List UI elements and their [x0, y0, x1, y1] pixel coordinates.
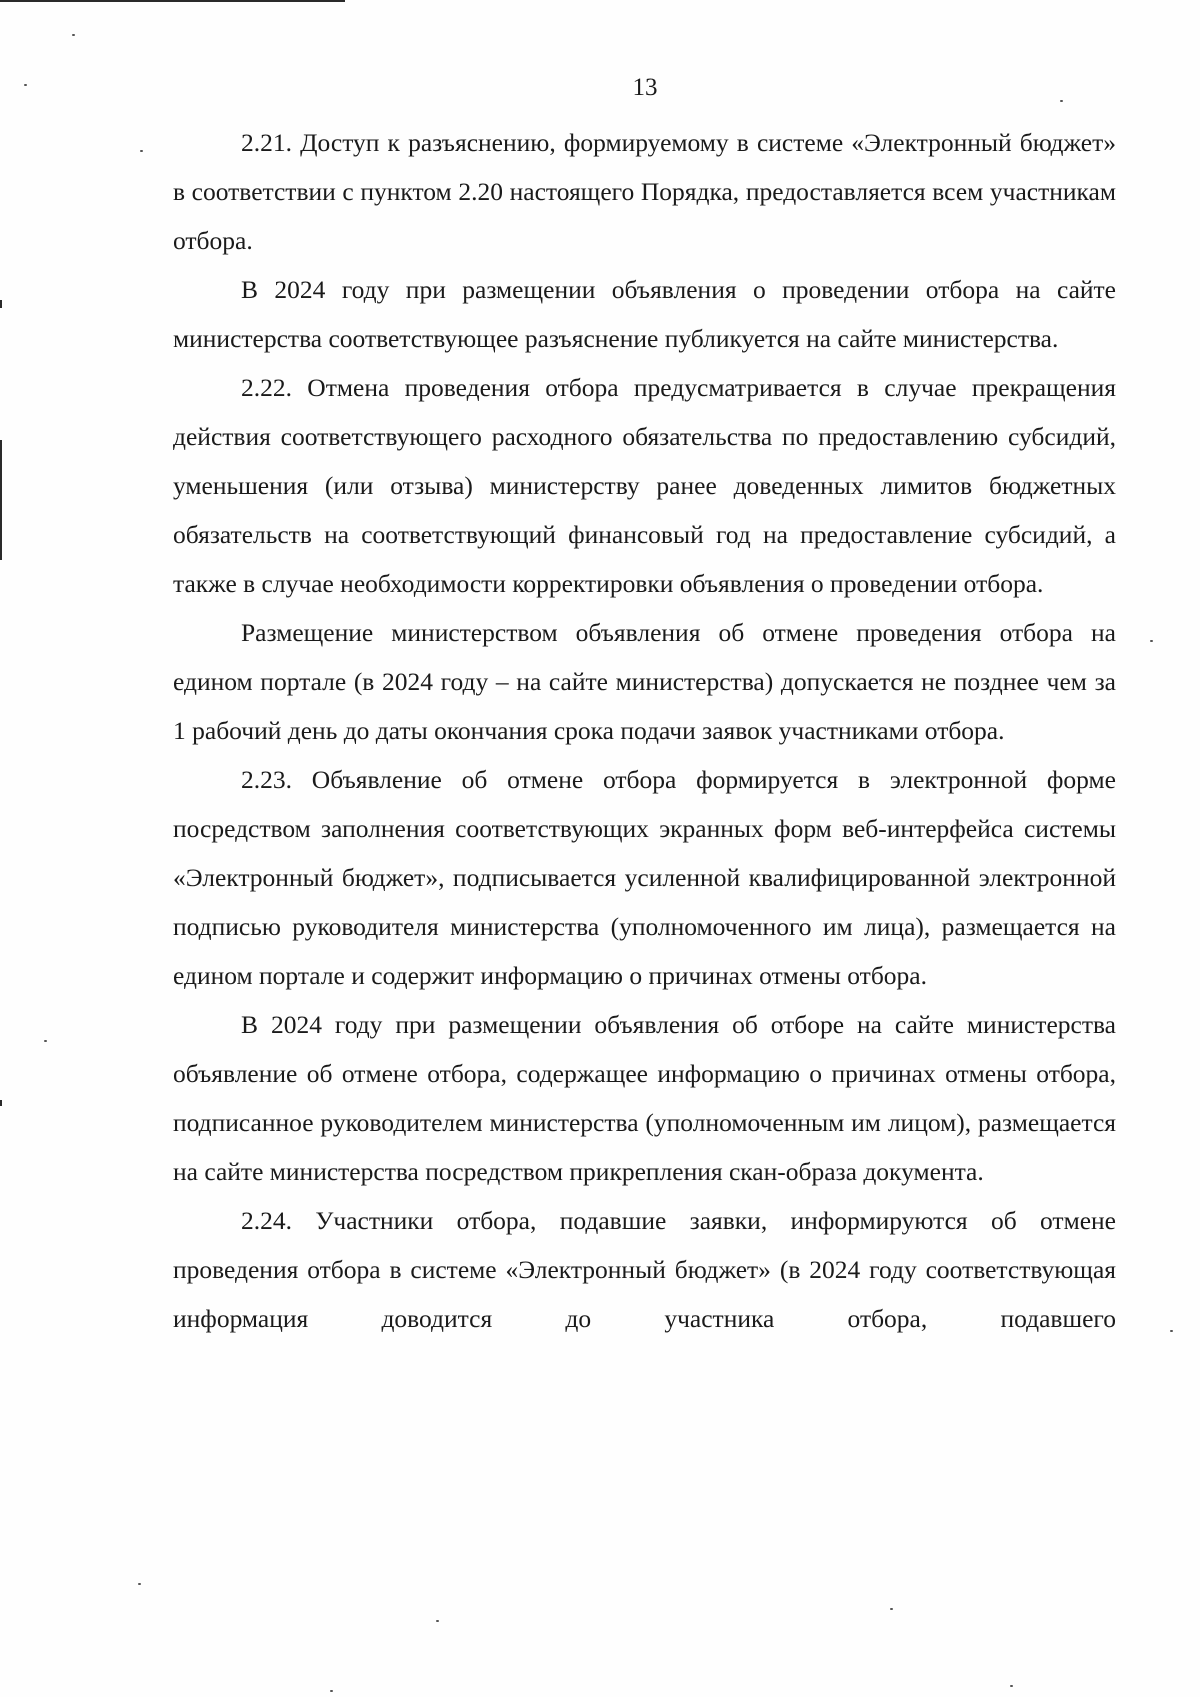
- scan-speck: [44, 1040, 47, 1042]
- paragraph-2-22: 2.22. Отмена проведения отбора предусматривается в случае прекращения действия соответствующего расходного обязательства по предоставлению субсидий, уменьшения (или отзыва) министерству ранее доведенных лимитов бюджетных обязательств на соответствующий финансовый год на предоставление субсидий, а также в случае необходимости корректировки объявления о проведении отбора.: [173, 373, 1116, 598]
- scan-speck: [24, 84, 27, 86]
- scan-speck: [1010, 1685, 1013, 1687]
- scan-edge-line: [0, 0, 345, 2]
- scan-speck: [890, 1608, 893, 1610]
- scan-speck: [1170, 1330, 1173, 1332]
- page-number: 13: [632, 74, 658, 101]
- document-body: [173, 118, 1116, 1343]
- paragraph-2-21-note: В 2024 году при размещении объявления о проведении отбора на сайте министерства соответствующее разъяснение публикуется на сайте министерства.: [173, 275, 1116, 353]
- paragraph-2-23: 2.23. Объявление об отмене отбора формируется в электронной форме посредством заполнения соответствующих экранных форм веб-интерфейса системы «Электронный бюджет», подписывается усиленной квалифицированной электронной подписью руководителя министерства (уполномоченного им лица), размещается на едином портале и содержит информацию о причинах отмены отбора.: [173, 765, 1116, 990]
- scan-edge-mark: [0, 440, 2, 560]
- paragraph-2-21: 2.21. Доступ к разъяснению, формируемому в системе «Электронный бюджет» в соответствии с пунктом 2.20 настоящего Порядка, предоставляется всем участникам отбора.: [173, 128, 1116, 255]
- paragraph-2-23-note: В 2024 году при размещении объявления об отборе на сайте министерства объявление об отмене отбора, содержащее информацию о причинах отмены отбора, подписанное руководителем министерства (уполномоченным им лицом), размещается на сайте министерства посредством прикрепления скан-образа документа.: [173, 1010, 1116, 1186]
- scan-speck: [1150, 640, 1153, 642]
- paragraph-2-22-note: Размещение министерством объявления об отмене проведения отбора на едином портале (в 2024 году – на сайте министерства) допускается не позднее чем за 1 рабочий день до даты окончания срока подачи заявок участниками отбора.: [173, 618, 1116, 745]
- scan-speck: [138, 1583, 141, 1585]
- scan-speck: [436, 1620, 439, 1622]
- scan-speck: [72, 34, 75, 36]
- scan-speck: [140, 150, 143, 152]
- scan-speck: [330, 1690, 333, 1692]
- scan-edge-mark: [0, 1100, 2, 1106]
- scan-edge-mark: [0, 300, 2, 308]
- paragraph-2-24: 2.24. Участники отбора, подавшие заявки, информируются об отмене проведения отбора в системе «Электронный бюджет» (в 2024 году соответствующая информация доводится до участника отбора, подавшего: [173, 1206, 1116, 1333]
- scan-speck: [1060, 100, 1063, 102]
